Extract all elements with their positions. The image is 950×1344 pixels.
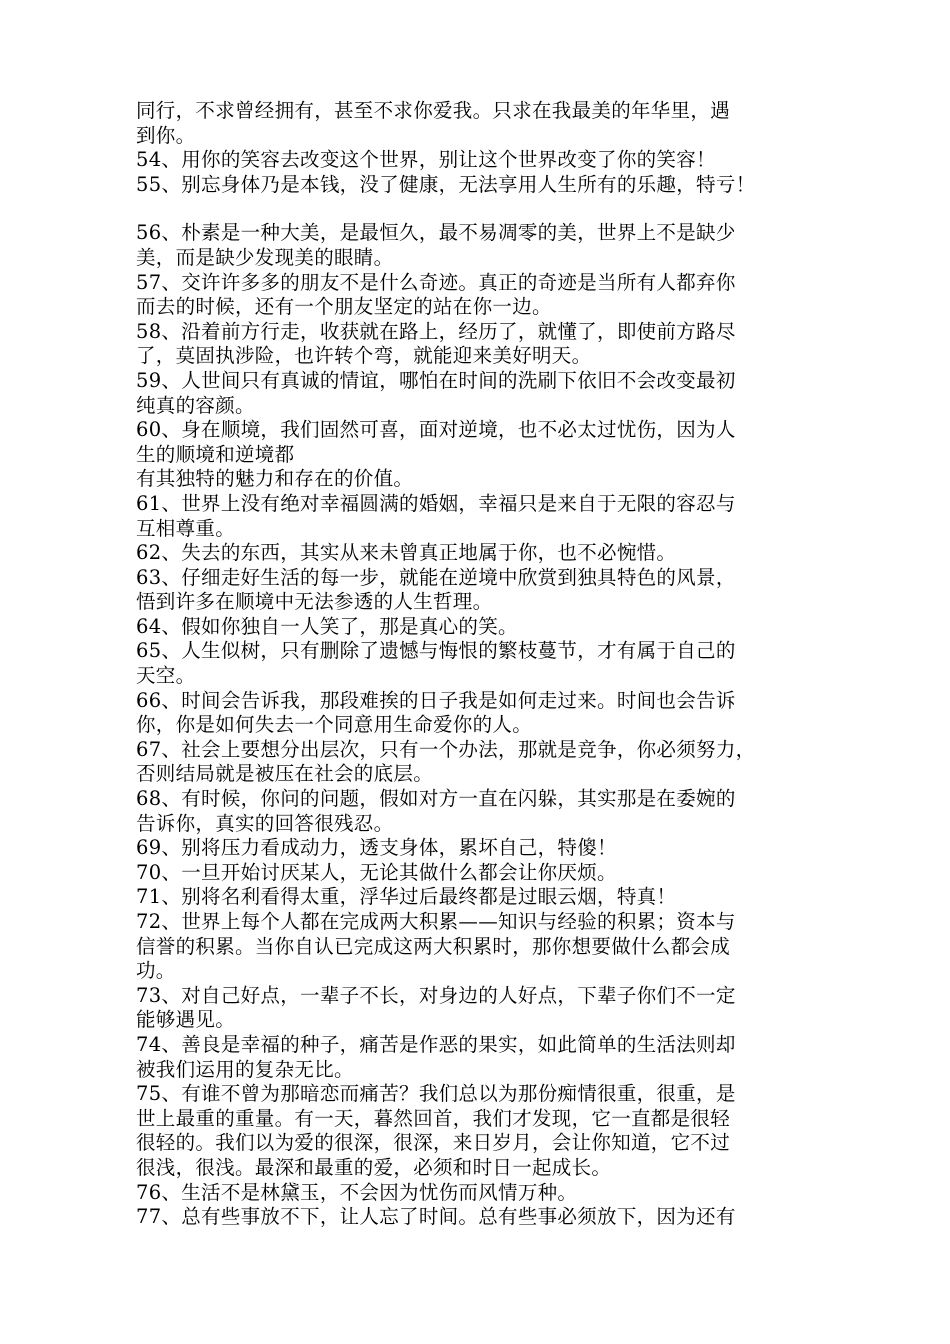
text-line: 你，你是如何失去一个同意用生命爱你的人。 bbox=[136, 713, 533, 737]
text-line: 55、别忘身体乃是本钱，没了健康，无法享用人生所有的乐趣，特亏！ bbox=[136, 172, 756, 196]
text-line: 天空。 bbox=[136, 664, 196, 688]
text-line: 很浅，很浅。最深和最重的爱，必须和时日一起成长。 bbox=[136, 1155, 612, 1179]
text-line: 生的顺境和逆境都 bbox=[136, 442, 295, 466]
text-line: 被我们运用的复杂无比。 bbox=[136, 1057, 354, 1081]
text-line: 59、人世间只有真诚的情谊，哪怕在时间的洗刷下依旧不会改变最初 bbox=[136, 368, 736, 392]
text-line: 73、对自己好点，一辈子不长，对身边的人好点，下辈子你们不一定 bbox=[136, 983, 736, 1007]
text-line: 70、一旦开始讨厌某人，无论其做什么都会让你厌烦。 bbox=[136, 860, 617, 884]
text-line: 悟到许多在顺境中无法参透的人生哲理。 bbox=[136, 590, 493, 614]
text-line: 75、有谁不曾为那暗恋而痛苦？我们总以为那份痴情很重，很重，是 bbox=[136, 1082, 736, 1106]
text-line: 68、有时候，你问的问题，假如对方一直在闪躲，其实那是在委婉的 bbox=[136, 787, 736, 811]
text-line: 71、别将名利看得太重，浮华过后最终都是过眼云烟，特真！ bbox=[136, 885, 677, 909]
text-line: 有其独特的魅力和存在的价值。 bbox=[136, 467, 414, 491]
text-line: 57、交许许多多的朋友不是什么奇迹。真正的奇迹是当所有人都弃你 bbox=[136, 270, 736, 294]
text-line: 否则结局就是被压在社会的底层。 bbox=[136, 762, 434, 786]
document-body bbox=[136, 99, 836, 1230]
text-line: 72、世界上每个人都在完成两大积累——知识与经验的积累；资本与 bbox=[136, 910, 736, 933]
text-line: 同行，不求曾经拥有，甚至不求你爱我。只求在我最美的年华里，遇 bbox=[136, 99, 731, 122]
text-line: 54、用你的笑容去改变这个世界，别让这个世界改变了你的笑容！ bbox=[136, 148, 716, 172]
text-line: 能够遇见。 bbox=[136, 1008, 236, 1032]
text-line: 世上最重的重量。有一天，暮然回首，我们才发现，它一直都是很轻 bbox=[136, 1106, 731, 1130]
text-line: 67、社会上要想分出层次，只有一个办法，那就是竞争，你必须努力， bbox=[136, 737, 756, 761]
text-line: 功。 bbox=[136, 959, 176, 983]
text-line: 77、总有些事放不下，让人忘了时间。总有些事必须放下，因为还有 bbox=[136, 1205, 736, 1229]
text-line: 62、失去的东西，其实从来未曾真正地属于你，也不必惋惜。 bbox=[136, 541, 677, 565]
paragraph-gap bbox=[136, 197, 836, 221]
text-line: 64、假如你独自一人笑了，那是真心的笑。 bbox=[136, 614, 518, 638]
text-line: 65、人生似树，只有删除了遗憾与悔恨的繁枝蔓节，才有属于自己的 bbox=[136, 639, 736, 663]
text-line: 告诉你，真实的回答很残忍。 bbox=[136, 811, 394, 835]
text-line: 美，而是缺少发现美的眼睛。 bbox=[136, 245, 394, 269]
text-line: 66、时间会告诉我，那段难挨的日子我是如何走过来。时间也会告诉 bbox=[136, 688, 736, 712]
text-line: 了，莫固执涉险，也许转个弯，就能迎来美好明天。 bbox=[136, 344, 592, 368]
text-line: 58、沿着前方行走，收获就在路上，经历了，就懂了，即使前方路尽 bbox=[136, 319, 736, 343]
text-line: 60、身在顺境，我们固然可喜，面对逆境，也不必太过忧伤，因为人 bbox=[136, 418, 736, 442]
text-line: 很轻的。我们以为爱的很深，很深，来日岁月，会让你知道，它不过 bbox=[136, 1131, 731, 1155]
text-line: 56、朴素是一种大美，是最恒久，最不易凋零的美，世界上不是缺少 bbox=[136, 221, 736, 245]
text-line: 74、善良是幸福的种子，痛苦是作恶的果实，如此简单的生活法则却 bbox=[136, 1032, 736, 1056]
text-line: 61、世界上没有绝对幸福圆满的婚姻，幸福只是来自于无限的容忍与 bbox=[136, 491, 736, 515]
text-line: 63、仔细走好生活的每一步，就能在逆境中欣赏到独具特色的风景， bbox=[136, 565, 736, 589]
text-line: 76、生活不是林黛玉，不会因为忧伤而风情万种。 bbox=[136, 1180, 578, 1204]
text-line: 信誉的积累。当你自认已完成这两大积累时，那你想要做什么都会成 bbox=[136, 934, 731, 958]
text-line: 互相尊重。 bbox=[136, 516, 236, 540]
text-line: 而去的时候，还有一个朋友坚定的站在你一边。 bbox=[136, 295, 552, 319]
text-line: 纯真的容颜。 bbox=[136, 393, 255, 417]
text-line: 69、别将压力看成动力，透支身体，累坏自己，特傻！ bbox=[136, 836, 617, 860]
text-line: 到你。 bbox=[136, 123, 196, 147]
